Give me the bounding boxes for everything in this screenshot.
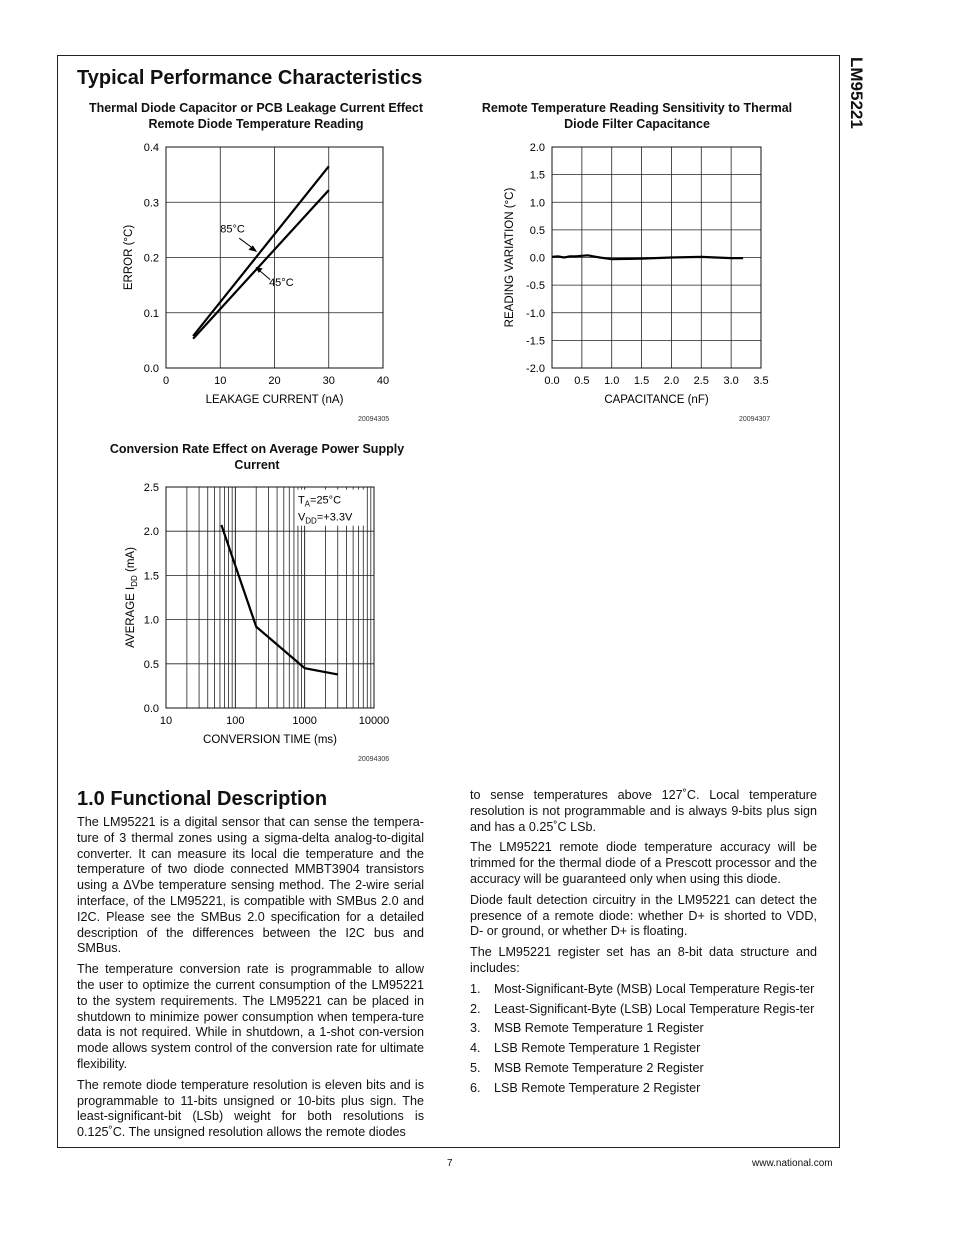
- chart-title-line: Remote Temperature Reading Sensitivity to Thermal: [481, 101, 793, 115]
- x-tick-label: 0.5: [574, 375, 590, 387]
- x-tick-label: 2.0: [663, 375, 680, 387]
- chart-title-line: Thermal Diode Capacitor or PCB Leakage Current Effect: [88, 101, 424, 115]
- part-number: LM95221: [847, 57, 866, 129]
- list-item: [470, 1061, 817, 1077]
- y-tick-label: 0.0: [143, 703, 159, 715]
- list-text: Most-Significant-Byte (MSB) Local Temperature Regis-ter: [494, 981, 815, 996]
- register-list: [470, 982, 817, 1097]
- y-tick-label: -1.5: [526, 335, 545, 348]
- y-tick-label: 0.0: [143, 363, 159, 375]
- x-tick-label: 0.0: [544, 375, 560, 387]
- series-line: [221, 525, 337, 674]
- x-tick-label: 0: [162, 375, 170, 387]
- paragraph: to sense temperatures above 127˚C. Local temperature resolution is not programmable and is always 9-bits plus sign and has a 0.25˚C LSb.: [470, 788, 817, 834]
- list-text: Least-Significant-Byte (LSB) Local Temperature Regis-ter: [494, 1001, 815, 1016]
- list-item: [470, 1081, 817, 1097]
- paragraph: The LM95221 is a digital sensor that can sense the tempera-ture of 3 thermal zones using a sigma-delta analog-to-digital converter. It can measure its local die temperature and the temperature of two diode connected MMBT3904 transistors using a ΔVbe temperature sensing method. The 2-wire serial interface, of the LM95221, is compatible with SMBus 2.0 and I2C. Please see the SMBus 2.0 specification for a detailed description of the differences between the I2C bus and SMBus.: [77, 815, 424, 956]
- y-tick-label: 0.5: [143, 658, 159, 671]
- paragraph: The temperature conversion rate is programmable to allow the user to optimize the current consumption of the LM95221 to the system requirements. The LM95221 can be placed in shutdown to minimize power consumption when tempera-ture data is not required. While in shutdown, a 1-shot con-version mode allows system control of the conversion rate for ultimate flexibility.: [77, 962, 424, 1071]
- y-tick-label: 1.5: [143, 570, 159, 583]
- y-tick-label: 0.1: [143, 307, 159, 320]
- y-tick-label: 1.5: [529, 169, 545, 182]
- x-tick-label: 1.5: [633, 375, 650, 387]
- y-tick-label: 2.5: [143, 482, 159, 494]
- chart-title-capacitance: [460, 100, 814, 132]
- list-item: [470, 1002, 817, 1018]
- list-number: 5.: [470, 1060, 481, 1075]
- y-tick-label: 0.4: [143, 142, 159, 154]
- x-axis-label: CONVERSION TIME (ms): [203, 734, 337, 746]
- x-tick-label: 30: [322, 375, 335, 387]
- y-tick-label: 0.2: [143, 252, 159, 265]
- right-column: [470, 788, 817, 1101]
- annotation-45c: 45°C: [269, 277, 294, 290]
- y-tick-label: 2.0: [143, 526, 159, 539]
- legend-ta: $T_A=25^\circ C$: [297, 494, 342, 509]
- y-axis-label: READING VARIATION (°C): [504, 187, 516, 328]
- x-tick-label: 10000: [358, 715, 390, 727]
- x-tick-label: 10: [214, 375, 227, 387]
- list-text: MSB Remote Temperature 1 Register: [494, 1021, 704, 1036]
- x-tick-label: 20: [268, 375, 281, 387]
- footer-website[interactable]: www.national.com: [752, 1158, 833, 1169]
- list-text: LSB Remote Temperature 1 Register: [494, 1041, 701, 1056]
- paragraph: The LM95221 register set has an 8-bit data structure and includes:: [470, 945, 817, 975]
- section-title-functional: 1.0 Functional Description: [77, 788, 328, 810]
- paragraph: Diode fault detection circuitry in the LM95221 can detect the presence of a remote diode: whether D+ is shorted to VDD, D- or ground, or whether D+ is floating.: [470, 892, 817, 939]
- chart-title-line: Diode Filter Capacitance: [564, 117, 710, 131]
- left-column: [77, 815, 424, 1146]
- x-tick-label: 3.5: [753, 375, 769, 387]
- list-number: 2.: [470, 1001, 481, 1016]
- list-text: MSB Remote Temperature 2 Register: [494, 1060, 704, 1075]
- y-tick-label: 1.0: [143, 614, 159, 627]
- page-number: 7: [447, 1158, 453, 1169]
- legend-vdd: $V_{DD}=+3.3V$: [297, 511, 353, 526]
- y-axis-label: ERROR (°C): [123, 224, 135, 291]
- series-line: [193, 166, 329, 336]
- paragraph: The LM95221 remote diode temperature accuracy will be trimmed for the thermal diode of a Prescott processor and the accuracy will be guaranteed only when using this diode.: [470, 840, 817, 886]
- y-tick-label: -1.0: [526, 307, 545, 320]
- series-line: [193, 190, 329, 339]
- figure-code-capacitance: 20094307: [739, 416, 771, 423]
- y-tick-label: 0.3: [143, 197, 159, 210]
- chart-capacitance: [495, 138, 785, 413]
- figure-code-conversion: 20094306: [358, 756, 390, 763]
- chart-title-conversion: [90, 441, 424, 473]
- list-number: 6.: [470, 1080, 481, 1095]
- list-number: 3.: [470, 1021, 481, 1036]
- y-tick-label: 1.0: [529, 197, 545, 210]
- y-axis-label: AVERAGE $I_{DD}$ (mA): [125, 547, 139, 648]
- chart-title-line: Remote Diode Temperature Reading: [148, 117, 364, 131]
- x-tick-label: 40: [376, 375, 390, 387]
- x-tick-label: 1.0: [604, 375, 620, 387]
- chart-leakage: [110, 138, 410, 413]
- x-axis-label: LEAKAGE CURRENT (nA): [205, 394, 344, 406]
- figure-code-leakage: 20094305: [358, 416, 390, 423]
- section-title-performance: Typical Performance Characteristics: [77, 67, 423, 89]
- x-tick-label: 2.5: [693, 375, 709, 387]
- chart-title-line: Conversion Rate Effect on Average Power Supply: [109, 442, 405, 456]
- annotation-85c: 85°C: [220, 223, 245, 236]
- list-text: LSB Remote Temperature 2 Register: [494, 1080, 701, 1095]
- chart-title-line: Current: [234, 458, 280, 472]
- part-number-tab: [840, 55, 872, 155]
- chart-title-leakage: [70, 100, 442, 132]
- chart-conversion: [110, 478, 410, 753]
- y-tick-label: -2.0: [526, 363, 545, 375]
- y-tick-label: 0.5: [529, 224, 545, 237]
- list-item: [470, 1021, 817, 1037]
- x-tick-label: 100: [226, 715, 245, 727]
- list-number: 1.: [470, 981, 481, 996]
- x-axis-label: CAPACITANCE (nF): [604, 394, 709, 406]
- y-tick-label: 0.0: [529, 252, 545, 265]
- y-tick-label: -0.5: [526, 280, 545, 293]
- paragraph: The remote diode temperature resolution is eleven bits and is programmable to 11-bits unsigned or 10-bits plus sign. The least-significant-bit (LSb) weight for both resolutions is 0.125˚C. The unsigned resolution allows the remote diodes: [77, 1077, 424, 1140]
- x-tick-label: 3.0: [723, 375, 739, 387]
- x-tick-label: 1000: [292, 715, 317, 727]
- list-number: 4.: [470, 1041, 481, 1056]
- y-tick-label: 2.0: [529, 142, 545, 154]
- x-tick-label: 10: [159, 715, 173, 727]
- list-item: [470, 1041, 817, 1057]
- list-item: [470, 982, 817, 998]
